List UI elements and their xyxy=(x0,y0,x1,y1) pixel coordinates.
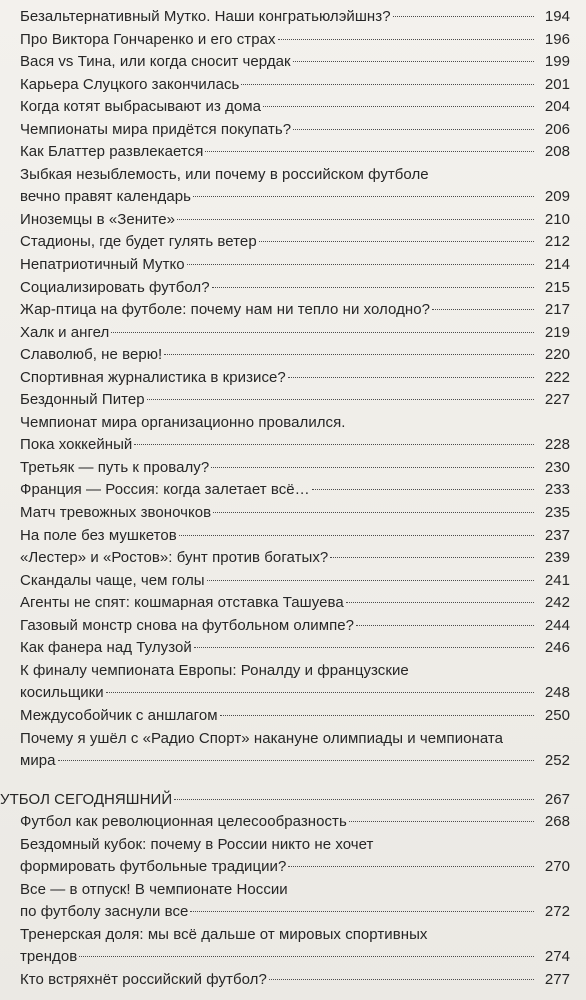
toc-entry-title: Третьяк — путь к провалу? xyxy=(20,458,210,476)
toc-page-number: 237 xyxy=(544,526,570,544)
toc-entry-title-line: Бездомный кубок: почему в России никто не хочет xyxy=(20,835,374,853)
dot-leader xyxy=(259,240,534,242)
toc-entry-title: трендов xyxy=(20,948,78,966)
toc-entry xyxy=(0,322,586,345)
toc-page-number: 212 xyxy=(544,233,570,251)
toc-entry xyxy=(0,705,586,728)
dot-leader xyxy=(293,60,534,62)
toc-entry-title: формировать футбольные традиции? xyxy=(20,858,287,876)
toc-entry xyxy=(0,924,586,969)
toc-page-number: 196 xyxy=(544,30,570,48)
toc-entry-title: Социализировать футбол? xyxy=(20,278,210,296)
toc-page-number: 233 xyxy=(544,481,570,499)
dot-leader xyxy=(164,353,534,355)
toc-entry-title: мира xyxy=(20,752,56,770)
toc-entry-title: Непатриотичный Мутко xyxy=(20,256,185,274)
toc-entry xyxy=(0,231,586,254)
dot-leader xyxy=(356,624,534,626)
toc-page-number: 252 xyxy=(544,752,570,770)
toc-entry-title-line: Чемпионат мира организационно провалился. xyxy=(20,413,346,431)
toc-entry-title: Пока хоккейный xyxy=(20,436,133,454)
toc-entry xyxy=(0,299,586,322)
toc-entry-title-line: К финалу чемпионата Европы: Роналду и французские xyxy=(20,661,409,679)
toc-entry-title: Когда котят выбрасывают из дома xyxy=(20,98,262,116)
toc-entry-title: Про Виктора Гончаренко и его страх xyxy=(20,30,276,48)
toc-entry xyxy=(0,879,586,924)
toc-entry-title: «Лестер» и «Ростов»: бунт против богатых? xyxy=(20,549,329,567)
dot-leader xyxy=(330,556,534,558)
toc-page-number: 204 xyxy=(544,98,570,116)
toc-entry xyxy=(0,615,586,638)
toc-page-number: 230 xyxy=(544,458,570,476)
toc-entry xyxy=(0,479,586,502)
toc-entry-title: Славолюб, не верю! xyxy=(20,346,163,364)
dot-leader xyxy=(134,443,534,445)
toc-page-number: 248 xyxy=(544,684,570,702)
dot-leader xyxy=(106,691,534,693)
dot-leader xyxy=(312,488,534,490)
toc-page-number: 239 xyxy=(544,549,570,567)
toc-entry xyxy=(0,6,586,29)
dot-leader xyxy=(288,865,534,867)
toc-part-1 xyxy=(0,6,586,773)
dot-leader xyxy=(211,466,534,468)
toc-page-number: 219 xyxy=(544,323,570,341)
toc-entry xyxy=(0,811,586,834)
toc-entry-title: Кто встряхнёт российский футбол? xyxy=(20,970,267,988)
toc-entry-title: Междусобойчик с аншлагом xyxy=(20,706,218,724)
toc-page-number: 222 xyxy=(544,368,570,386)
dot-leader xyxy=(269,978,534,980)
toc-entry xyxy=(0,51,586,74)
toc-entry-title: Халк и ангел xyxy=(20,323,110,341)
toc-entry-title: Спортивная журналистика в кризисе? xyxy=(20,368,286,386)
toc-entry-title: Скандалы чаще, чем голы xyxy=(20,571,205,589)
toc-entry-title: Карьера Слуцкого закончилась xyxy=(20,75,240,93)
toc-page-number: 272 xyxy=(544,903,570,921)
toc-page-number: 274 xyxy=(544,948,570,966)
dot-leader xyxy=(278,38,534,40)
dot-leader xyxy=(177,218,534,220)
toc-entry-title: Франция — Россия: когда залетает всё… xyxy=(20,481,310,499)
toc-entry xyxy=(0,254,586,277)
toc-page-number: 217 xyxy=(544,301,570,319)
toc-entry-title: Матч тревожных звоночков xyxy=(20,504,212,522)
toc-page-number: 206 xyxy=(544,120,570,138)
toc-entry-title: Агенты не спят: кошмарная отставка Ташуева xyxy=(20,594,344,612)
toc-page-number: 268 xyxy=(544,813,570,831)
toc-entry-title: Безальтернативный Мутко. Наши конгратьюлэйшнз? xyxy=(20,8,391,25)
toc-entry-title: Бездонный Питер xyxy=(20,391,145,409)
dot-leader xyxy=(205,150,534,152)
toc-page-number: 220 xyxy=(544,346,570,364)
toc-entry xyxy=(0,141,586,164)
toc-page-number: 228 xyxy=(544,436,570,454)
toc-page-number: 244 xyxy=(544,616,570,634)
toc-page-number: 241 xyxy=(544,571,570,589)
toc-entry xyxy=(0,969,586,992)
toc-entry xyxy=(0,570,586,593)
toc-entry-title-line: Почему я ушёл с «Радио Спорт» накануне олимпиады и чемпионата xyxy=(20,729,504,747)
toc-entry xyxy=(0,389,586,412)
section-title: УТБОЛ СЕГОДНЯШНИЙ xyxy=(0,790,173,808)
dot-leader xyxy=(179,534,534,536)
toc-entry-title: Чемпионаты мира придётся покупать? xyxy=(20,120,292,138)
table-of-contents xyxy=(0,6,586,992)
toc-section-heading xyxy=(0,789,586,812)
toc-entry xyxy=(0,29,586,52)
dot-leader xyxy=(393,15,534,17)
dot-leader xyxy=(293,128,534,130)
toc-entry xyxy=(0,74,586,97)
toc-entry xyxy=(0,412,586,457)
toc-entry xyxy=(0,457,586,480)
toc-page-number: 201 xyxy=(544,75,570,93)
toc-entry-title-line: Тренерская доля: мы всё дальше от мировых спортивных xyxy=(20,925,428,943)
toc-entry xyxy=(0,277,586,300)
toc-entry xyxy=(0,96,586,119)
dot-leader xyxy=(346,601,534,603)
toc-entry xyxy=(0,834,586,879)
toc-page-number: 199 xyxy=(544,53,570,71)
dot-leader xyxy=(263,105,534,107)
dot-leader xyxy=(207,579,534,581)
dot-leader xyxy=(174,798,534,800)
toc-entry xyxy=(0,344,586,367)
toc-entry xyxy=(0,592,586,615)
toc-entry xyxy=(0,502,586,525)
toc-page-number: 214 xyxy=(544,256,570,274)
toc-entry xyxy=(0,367,586,390)
toc-entry-title: Футбол как революционная целесообразность xyxy=(20,813,347,831)
toc-page-number: 246 xyxy=(544,639,570,657)
dot-leader xyxy=(147,398,534,400)
toc-page-number: 209 xyxy=(544,188,570,206)
toc-entry xyxy=(0,728,586,773)
section-page-number: 267 xyxy=(544,790,570,808)
toc-page-number: 270 xyxy=(544,858,570,876)
toc-page-number: 208 xyxy=(544,143,570,161)
dot-leader xyxy=(288,376,534,378)
toc-entry-title-line: Все — в отпуск! В чемпионате Носсии xyxy=(20,880,288,898)
toc-entry-title: косильщики xyxy=(20,684,104,702)
dot-leader xyxy=(241,83,534,85)
toc-entry-title: Вася vs Тина, или когда сносит чердак xyxy=(20,53,291,71)
toc-entry-title: Как фанера над Тулузой xyxy=(20,639,192,657)
toc-page-number: 250 xyxy=(544,706,570,724)
toc-entry-title: вечно правят календарь xyxy=(20,188,191,206)
toc-entry xyxy=(0,525,586,548)
toc-entry xyxy=(0,119,586,142)
toc-page-number: 194 xyxy=(544,8,570,25)
toc-entry-title: по футболу заснули все xyxy=(20,903,189,921)
toc-page-number: 242 xyxy=(544,594,570,612)
toc-entry xyxy=(0,209,586,232)
dot-leader xyxy=(193,195,534,197)
dot-leader xyxy=(213,511,534,513)
dot-leader xyxy=(58,759,534,761)
dot-leader xyxy=(111,331,534,333)
dot-leader xyxy=(187,263,534,265)
toc-entry-title: Стадионы, где будет гулять ветер xyxy=(20,233,257,251)
toc-entry-title: Как Блаттер развлекается xyxy=(20,143,204,161)
dot-leader xyxy=(190,910,534,912)
toc-entry xyxy=(0,637,586,660)
toc-page-number: 210 xyxy=(544,210,570,228)
toc-page-number: 215 xyxy=(544,278,570,296)
dot-leader xyxy=(212,286,534,288)
toc-part-2 xyxy=(0,811,586,991)
toc-page-number: 227 xyxy=(544,391,570,409)
toc-entry-title: Газовый монстр снова на футбольном олимпе? xyxy=(20,616,355,634)
dot-leader xyxy=(349,820,534,822)
toc-entry xyxy=(0,660,586,705)
dot-leader xyxy=(432,308,534,310)
dot-leader xyxy=(194,646,534,648)
dot-leader xyxy=(220,714,534,716)
dot-leader xyxy=(79,955,534,957)
toc-entry xyxy=(0,547,586,570)
toc-page-number: 235 xyxy=(544,504,570,522)
toc-entry-title: Иноземцы в «Зените» xyxy=(20,210,176,228)
toc-entry-title-line: Зыбкая незыблемость, или почему в российском футболе xyxy=(20,165,429,183)
toc-page-number: 277 xyxy=(544,970,570,988)
toc-entry xyxy=(0,164,586,209)
toc-entry-title: Жар-птица на футболе: почему нам ни тепло ни холодно? xyxy=(20,301,430,319)
toc-entry-title: На поле без мушкетов xyxy=(20,526,177,544)
